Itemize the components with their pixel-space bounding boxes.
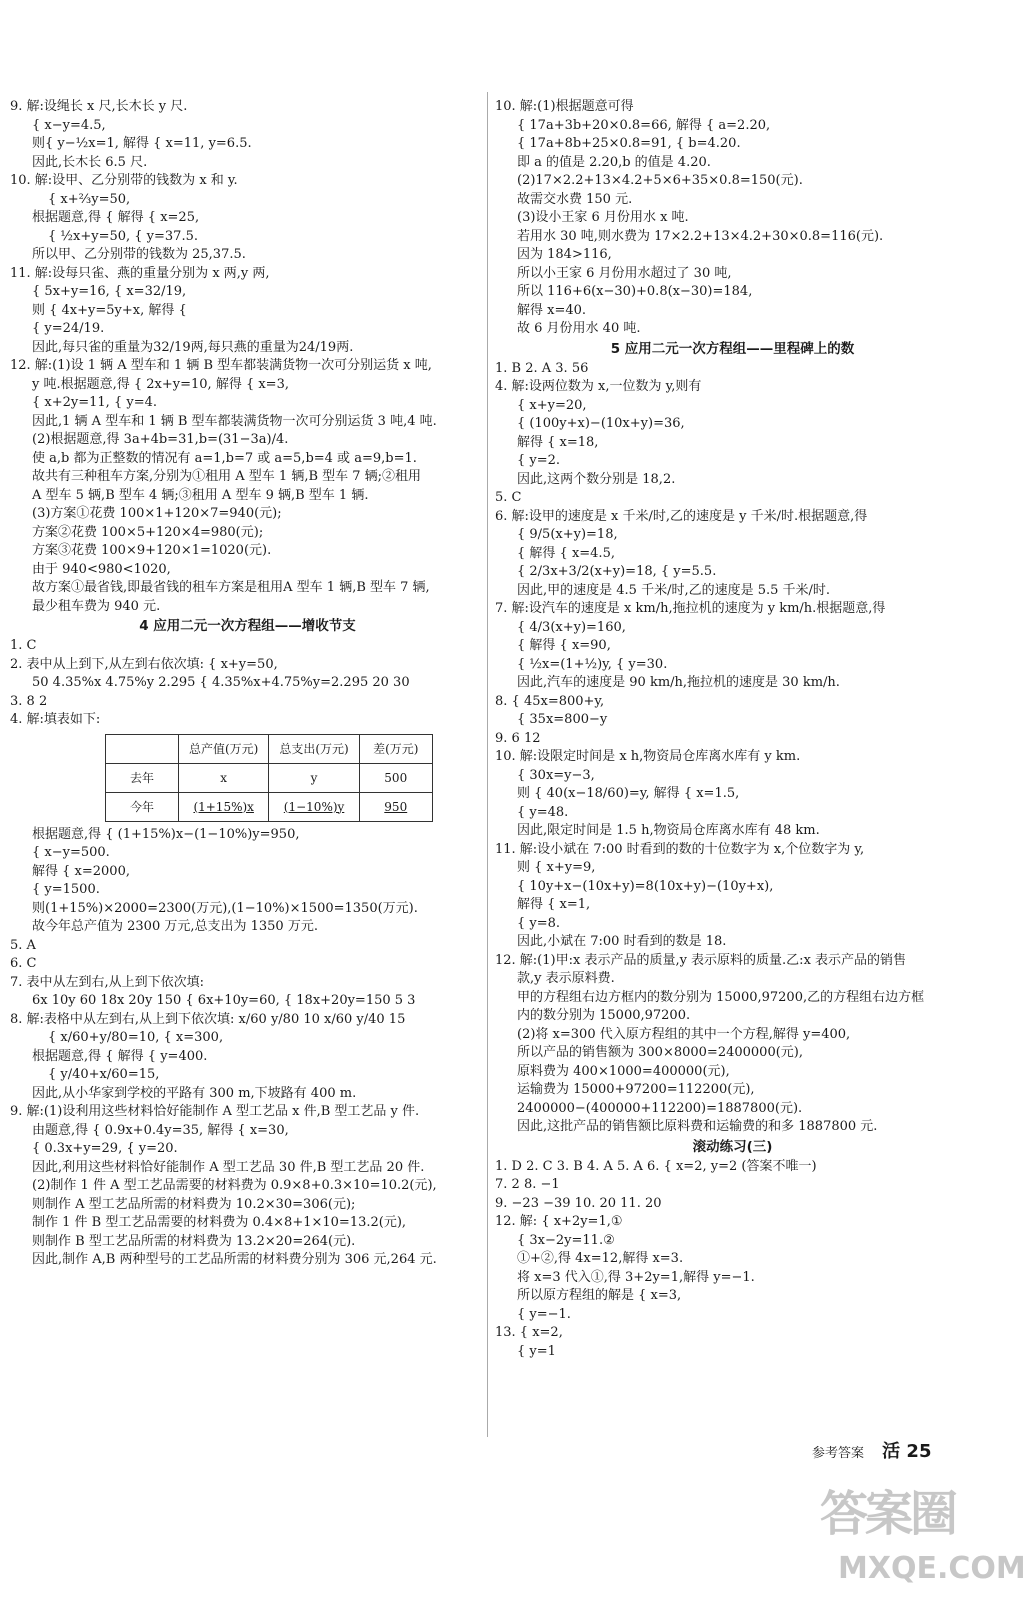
answer-line: (3)设小王家 6 月份用水 x 吨. <box>517 210 689 225</box>
answer-line: 因此,利用这些材料恰好能制作 A 型工艺品 30 件,B 型工艺品 20 件. <box>32 1159 425 1175</box>
answer-line: { 3x−2y=11.② <box>517 1232 615 1248</box>
answer-line: 则制作 A 型工艺品所需的材料费为 10.2×30=306(元); <box>32 1196 356 1212</box>
section-heading: 5 应用二元一次方程组——里程碑上的数 <box>610 340 855 357</box>
answer-line: { 17a+3b+20×0.8=66, 解得 { a=2.20, <box>517 117 771 133</box>
section-heading: 滚动练习(三) <box>692 1138 773 1155</box>
answer-line: ①+②,得 4x=12,解得 x=3. <box>517 1251 684 1266</box>
answer-line: 使 a,b 都为正整数的情况有 a=1,b=7 或 a=5,b=4 或 a=9,b=1. <box>32 450 417 466</box>
answer-line: 12. 解:(1)设 1 辆 A 型车和 1 辆 B 型车都装满货物一次可分别运货 x 吨, <box>10 358 432 373</box>
answer-line: { ½x+y=50, { y=37.5. <box>48 228 198 244</box>
answer-line: 6x 10y 60 18x 20y 150 { 6x+10y=60, { 18x+20y=150 5 3 <box>32 993 416 1008</box>
table-cell: (1−10%)y <box>269 792 359 821</box>
answer-line: 10. 解:(1)根据题意可得 <box>495 99 634 114</box>
answer-line: 制作 1 件 B 型工艺品需要的材料费为 0.4×8+1×10=13.2(元), <box>32 1215 407 1230</box>
answer-line: 则{ y−½x=1, 解得 { x=11, y=6.5. <box>32 136 252 151</box>
answer-line: { y=1500. <box>32 882 100 897</box>
answer-line: 因此,小斌在 7:00 时看到的数是 18. <box>517 934 727 949</box>
answer-line: 由于 940<980<1020, <box>32 561 171 577</box>
answer-line: 运输费为 15000+97200=112200(元), <box>517 1082 755 1097</box>
answer-line: 5. C <box>495 490 522 505</box>
answer-line: 因为 184>116, <box>517 247 612 262</box>
watermark-logo <box>820 1486 1026 1595</box>
answer-line: 因此,制作 A,B 两种型号的工艺品所需的材料费分别为 306 元,264 元. <box>32 1252 437 1267</box>
table-cell: 去年 <box>106 763 179 792</box>
table-header-row <box>106 734 433 763</box>
answer-line: 故共有三种租车方案,分别为①租用 A 型车 1 辆,B 型车 7 辆;②租用 <box>32 469 422 484</box>
answer-line: 7. 解:设汽车的速度是 x km/h,拖拉机的速度为 y km/h.根据题意,得 <box>495 601 886 616</box>
answer-line: 则 { 4x+y=5y+x, 解得 { <box>32 302 187 318</box>
table-cell: y <box>269 763 359 792</box>
answer-line: 因此,甲的速度是 4.5 千米/时,乙的速度是 5.5 千米/时. <box>517 582 831 598</box>
answer-line: 8. { 45x=800+y, <box>495 693 605 709</box>
answer-line: 解得 x=40. <box>517 302 587 318</box>
footer-label: 参考答案 <box>812 1446 865 1461</box>
answer-line: 9. −23 −39 10. 20 11. 20 <box>495 1195 662 1211</box>
answer-line: { y=2. <box>517 453 561 468</box>
answer-line: 所以小王家 6 月份用水超过了 30 吨, <box>517 265 732 281</box>
answer-line: 因此,1 辆 A 型车和 1 辆 B 型车都装满货物一次可分别运货 3 吨,4 吨. <box>32 413 437 429</box>
answer-line: 9. 解:设绳长 x 尺,长木长 y 尺. <box>10 99 188 114</box>
answer-line: 2400000−(400000+112200)=1887800(元). <box>517 1100 803 1116</box>
table-cell: x <box>179 763 269 792</box>
answer-line: 故今年总产值为 2300 万元,总支出为 1350 万元. <box>32 919 318 934</box>
answer-line: (2)17×2.2+13×4.2+5×6+35×0.8=150(元). <box>517 173 803 188</box>
answer-line: { x/60+y/80=10, { x=300, <box>48 1030 224 1045</box>
answer-line: 则 { x+y=9, <box>517 860 596 875</box>
answer-line: 因此,长木长 6.5 尺. <box>32 154 148 170</box>
answer-line: 原料费为 400×1000=400000(元), <box>517 1063 730 1079</box>
answer-line: { x+y=20, <box>517 397 587 413</box>
answer-line: { 35x=800−y <box>517 712 608 727</box>
answer-line: 2. 表中从上到下,从左到右依次填: { x+y=50, <box>10 656 278 672</box>
answer-line: (2)将 x=300 代入原方程组的其中一个方程,解得 y=400, <box>517 1026 851 1042</box>
watermark-bottom: MXQE.COM <box>838 1551 1026 1586</box>
answer-line: { x−y=4.5, <box>32 117 106 133</box>
answer-line: { y=24/19. <box>32 321 105 336</box>
answer-line: 因此,每只雀的重量为32/19两,每只燕的重量为24/19两. <box>32 339 354 355</box>
answer-line: { 9/5(x+y)=18, <box>517 527 618 542</box>
answer-line: 50 4.35%x 4.75%y 2.295 { 4.35%x+4.75%y=2.295 20 30 <box>32 675 410 690</box>
answer-line: 则(1+15%)×2000=2300(万元),(1−10%)×1500=1350(万元). <box>32 900 418 916</box>
answer-line: 解得 { x=1, <box>517 897 591 912</box>
answer-line: 将 x=3 代入①,得 3+2y=1,解得 y=−1. <box>517 1269 755 1285</box>
watermark-top: 答案圈 <box>820 1486 956 1542</box>
answer-line: { 5x+y=16, { x=32/19, <box>32 284 187 299</box>
answer-line: 6. 解:设甲的速度是 x 千米/时,乙的速度是 y 千米/时.根据题意,得 <box>495 508 868 524</box>
table-cell: 500 <box>359 763 432 792</box>
answer-line: 因此,汽车的速度是 90 km/h,拖拉机的速度是 30 km/h. <box>517 675 840 690</box>
answer-line: 因此,限定时间是 1.5 h,物资局仓库离水库有 48 km. <box>517 823 820 838</box>
answer-line: { y=48. <box>517 804 569 820</box>
answer-line: 解得 { x=2000, <box>32 863 130 879</box>
answer-line: 由题意,得 { 0.9x+0.4y=35, 解得 { x=30, <box>32 1122 289 1138</box>
answer-line: 10. 解:设甲、乙分别带的钱数为 x 和 y. <box>10 173 238 188</box>
answer-line: { y/40+x/60=15, <box>48 1067 160 1082</box>
answer-line: 13. { x=2, <box>495 1325 563 1340</box>
answer-line: 11. 解:设每只雀、燕的重量分别为 x 两,y 两, <box>10 265 270 281</box>
answer-line: { 10y+x−(10x+y)=8(10x+y)−(10y+x), <box>517 878 774 894</box>
answer-line: { y=8. <box>517 915 561 931</box>
answer-line: 根据题意,得 { 解得 { y=400. <box>32 1048 208 1064</box>
answer-line: { x−y=500. <box>32 845 110 860</box>
answer-line: 9. 解:(1)设利用这些材料恰好能制作 A 型工艺品 x 件,B 型工艺品 y 件. <box>10 1104 420 1119</box>
answer-line: 1. C <box>10 638 37 653</box>
answer-line: { 0.3x+y=29, { y=20. <box>32 1141 178 1156</box>
answer-line: 甲的方程组右边方框内的数分别为 15000,97200,乙的方程组右边方框 <box>517 989 925 1005</box>
answer-line: 故方案①最省钱,即最省钱的租车方案是租用A 型车 1 辆,B 型车 7 辆, <box>32 580 430 595</box>
answer-line: 方案③花费 100×9+120×1=1020(元). <box>32 543 272 558</box>
answer-line: { y=1 <box>517 1343 556 1359</box>
table-row <box>106 792 433 821</box>
answer-line: 所以产品的销售额为 300×8000=2400000(元), <box>517 1045 803 1060</box>
answer-line: 若用水 30 吨,则水费为 17×2.2+13×4.2+30×0.8=116(元). <box>517 228 884 244</box>
answer-line: { 解得 { x=4.5, <box>517 545 615 561</box>
page-number: 活 25 <box>882 1441 932 1462</box>
answer-line: 款,y 表示原料费. <box>517 971 615 986</box>
answer-line: 方案②花费 100×5+120×4=980(元); <box>32 524 264 540</box>
answer-line: { 30x=y−3, <box>517 767 595 783</box>
answer-line: (3)方案①花费 100×1+120×7=940(元); <box>32 506 282 521</box>
answer-line: 即 a 的值是 2.20,b 的值是 4.20. <box>517 154 711 170</box>
right-column <box>495 98 970 1361</box>
table-cell: (1+15%)x <box>179 792 269 821</box>
answer-line: 故需交水费 150 元. <box>517 191 633 207</box>
answer-table <box>105 734 433 822</box>
answer-line: { x+⅔y=50, <box>48 191 131 207</box>
table-cell: 今年 <box>106 792 179 821</box>
answer-line: 4. 解:设两位数为 x,一位数为 y,则有 <box>495 379 702 394</box>
answer-line: 根据题意,得 { 解得 { x=25, <box>32 210 200 225</box>
answer-line: 9. 6 12 <box>495 730 541 746</box>
answer-line: { y=−1. <box>517 1306 571 1322</box>
table-cell: 总支出(万元) <box>269 734 359 763</box>
answer-line: { 2/3x+3/2(x+y)=18, { y=5.5. <box>517 564 717 579</box>
table-cell: 差(万元) <box>359 734 432 763</box>
answer-line: 内的数分别为 15000,97200. <box>517 1008 691 1023</box>
answer-line: 10. 解:设限定时间是 x h,物资局仓库离水库有 y km. <box>495 749 801 764</box>
answer-line: 6. C <box>10 956 37 971</box>
answer-line: 7. 2 8. −1 <box>495 1177 560 1192</box>
left-column <box>10 98 485 1270</box>
answer-line: 因此,这两个数分别是 18,2. <box>517 471 676 487</box>
answer-line: 11. 解:设小斌在 7:00 时看到的数的十位数字为 x,个位数字为 y, <box>495 841 865 857</box>
answer-line: { ½x=(1+½)y, { y=30. <box>517 656 668 672</box>
answer-line: 4. 解:填表如下: <box>10 712 101 727</box>
answer-line: 3. 8 2 <box>10 693 48 709</box>
answer-line: 12. 解: { x+2y=1,① <box>495 1214 623 1229</box>
answer-line: y 吨.根据题意,得 { 2x+y=10, 解得 { x=3, <box>32 376 289 392</box>
answer-line: 12. 解:(1)甲:x 表示产品的质量,y 表示原料的质量.乙:x 表示产品的销售 <box>495 952 907 968</box>
answer-line: 1. B 2. A 3. 56 <box>495 360 589 376</box>
answer-line: { 4/3(x+y)=160, <box>517 619 626 635</box>
answer-line: 因此,从小华家到学校的平路有 300 m,下坡路有 400 m. <box>32 1085 357 1101</box>
answer-line: 解得 { x=18, <box>517 434 599 450</box>
table-cell <box>106 734 179 763</box>
answer-line: 故 6 月份用水 40 吨. <box>517 321 641 336</box>
answer-line: 则制作 B 型工艺品所需的材料费为 13.2×20=264(元). <box>32 1233 356 1249</box>
table-row <box>106 763 433 792</box>
answer-line: 所以原方程组的解是 { x=3, <box>517 1288 682 1303</box>
column-divider <box>487 92 488 1437</box>
answer-line: { (100y+x)−(10x+y)=36, <box>517 416 685 431</box>
table-cell: 总产值(万元) <box>179 734 269 763</box>
answer-line: { 解得 { x=90, <box>517 638 611 653</box>
table-cell: 950 <box>359 792 432 821</box>
answer-line: 最少租车费为 940 元. <box>32 598 161 614</box>
answer-line: (2)根据题意,得 3a+4b=31,b=(31−3a)/4. <box>32 432 289 447</box>
answer-line: 因此,这批产品的销售额比原料费和运输费的和多 1887800 元. <box>517 1119 878 1134</box>
section-heading: 4 应用二元一次方程组——增收节支 <box>139 618 356 634</box>
answer-line: { 17a+8b+25×0.8=91, { b=4.20. <box>517 136 741 151</box>
answer-line: 则 { 40(x−18/60)=y, 解得 { x=1.5, <box>517 786 740 801</box>
answer-line: 所以 116+6(x−30)+0.8(x−30)=184, <box>517 284 753 299</box>
answer-line: 所以甲、乙分别带的钱数为 25,37.5. <box>32 247 246 262</box>
answer-line: A 型车 5 辆,B 型车 4 辆;③租用 A 型车 9 辆,B 型车 1 辆. <box>32 487 369 503</box>
answer-line: 1. D 2. C 3. B 4. A 5. A 6. { x=2, y=2 (答案不唯一) <box>495 1158 817 1174</box>
answer-line: 根据题意,得 { (1+15%)x−(1−10%)y=950, <box>32 826 300 842</box>
answer-line: 5. A <box>10 937 36 953</box>
answer-line: 8. 解:表格中从左到右,从上到下依次填: x/60 y/80 10 x/60 y/40 15 <box>10 1011 406 1027</box>
answer-line: (2)制作 1 件 A 型工艺品需要的材料费为 0.9×8+0.3×10=10.2(元), <box>32 1178 437 1193</box>
page-footer <box>812 1443 931 1461</box>
answer-line: { x+2y=11, { y=4. <box>32 395 157 410</box>
answer-line: 7. 表中从左到右,从上到下依次填: <box>10 974 205 990</box>
